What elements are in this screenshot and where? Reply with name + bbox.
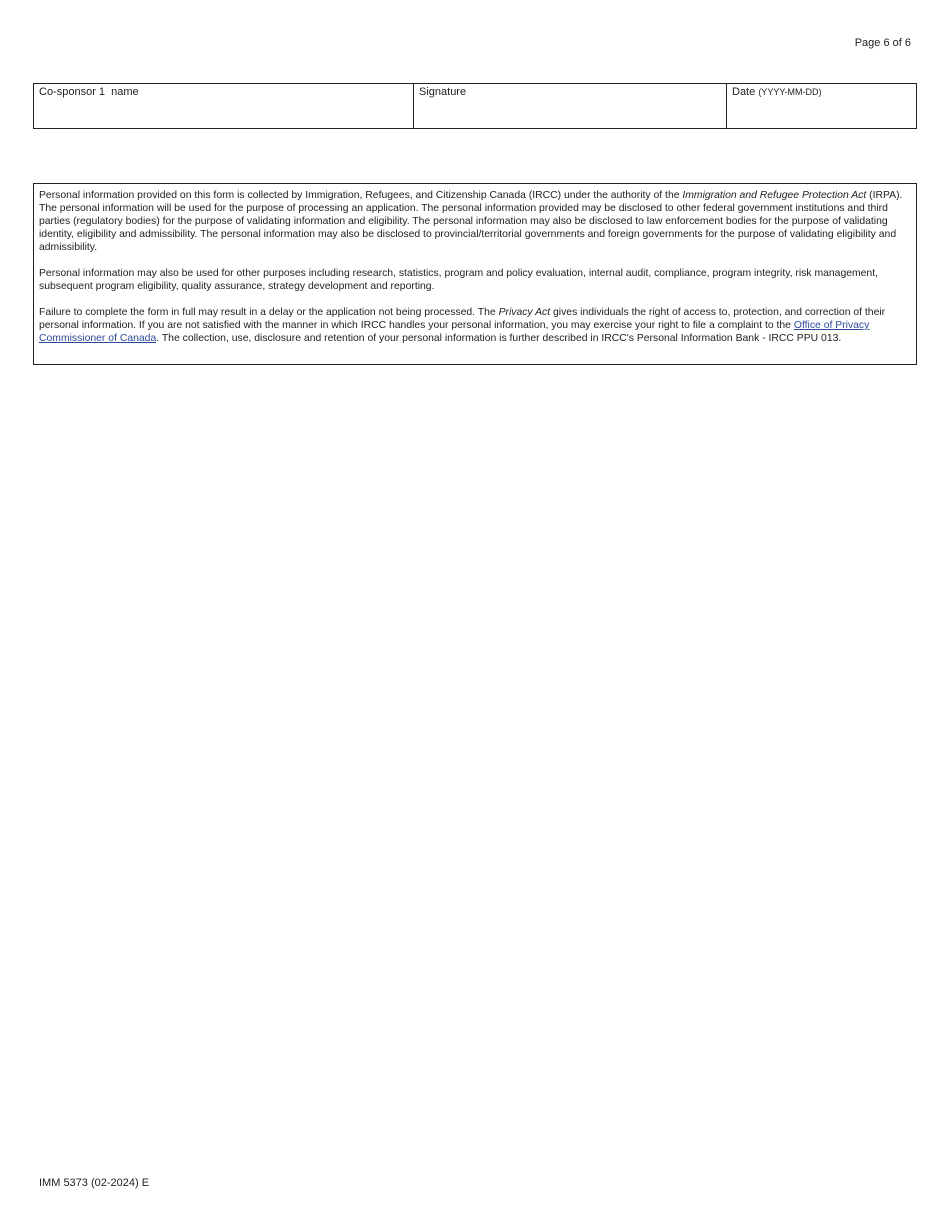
privacy-p3-text-middle: gives individuals the right of access to, protection, and correction of their personal information. If you are not satisfied with the manner in which IRCC handles your personal information, you may exercise your right to file a complaint to the [39, 307, 886, 331]
privacy-p3-text-start: Failure to complete the form in full may result in a delay or the application not being processed. The [39, 307, 499, 318]
privacy-paragraph-1 [39, 189, 911, 254]
signature-table [33, 83, 917, 129]
privacy-p1-text-start: Personal information provided on this form is collected by Immigration, Refugees, and Citizenship Canada (IRCC) under the authority of the [39, 190, 683, 201]
privacy-notice [33, 183, 917, 365]
privacy-paragraph-2: Personal information may also be used for other purposes including research, statistics, program and policy evaluation, internal audit, compliance, program integrity, risk management, subsequent program eligibility, quality assurance, strategy development and reporting. [39, 268, 878, 292]
signature-label: Signature [419, 86, 467, 98]
date-field[interactable] [731, 105, 912, 125]
signature-cell [414, 84, 727, 128]
date-label: Date [732, 86, 756, 98]
date-format-hint: (YYYY-MM-DD) [758, 87, 822, 97]
privacy-act-name: Privacy Act [498, 307, 551, 318]
cosponsor-name-field[interactable] [38, 105, 409, 125]
signature-field[interactable] [418, 105, 722, 125]
form-code: IMM 5373 (02-2024) E [39, 1177, 150, 1189]
cosponsor-name-cell [34, 84, 414, 128]
privacy-paragraph-3 [39, 306, 911, 345]
cosponsor-name-label: Co-sponsor 1 name [39, 86, 139, 98]
irpa-act-name: Immigration and Refugee Protection Act [682, 190, 867, 201]
date-cell [727, 84, 916, 128]
privacy-p1-text-end: (IRPA). The personal information will be used for the purpose of processing an application. The personal information provided may be disclosed to other federal government institutions and third parties (regulatory bodies) for the purpose of validating information and eligibility. The personal information may also be disclosed to law enforcement bodies for the purpose of validating identity, eligibility and admissibility. The personal information may also be disclosed to provincial/territorial governments and foreign governments for the purpose of validating eligibility and admissibility. [39, 190, 903, 253]
privacy-p3-text-end: . The collection, use, disclosure and retention of your personal information is further described in IRCC's Personal Information Bank - IRCC PPU 013. [156, 333, 842, 344]
page-number: Page 6 of 6 [854, 37, 911, 49]
privacy-commissioner-link[interactable]: Office of Privacy Commissioner of Canada [39, 320, 870, 344]
